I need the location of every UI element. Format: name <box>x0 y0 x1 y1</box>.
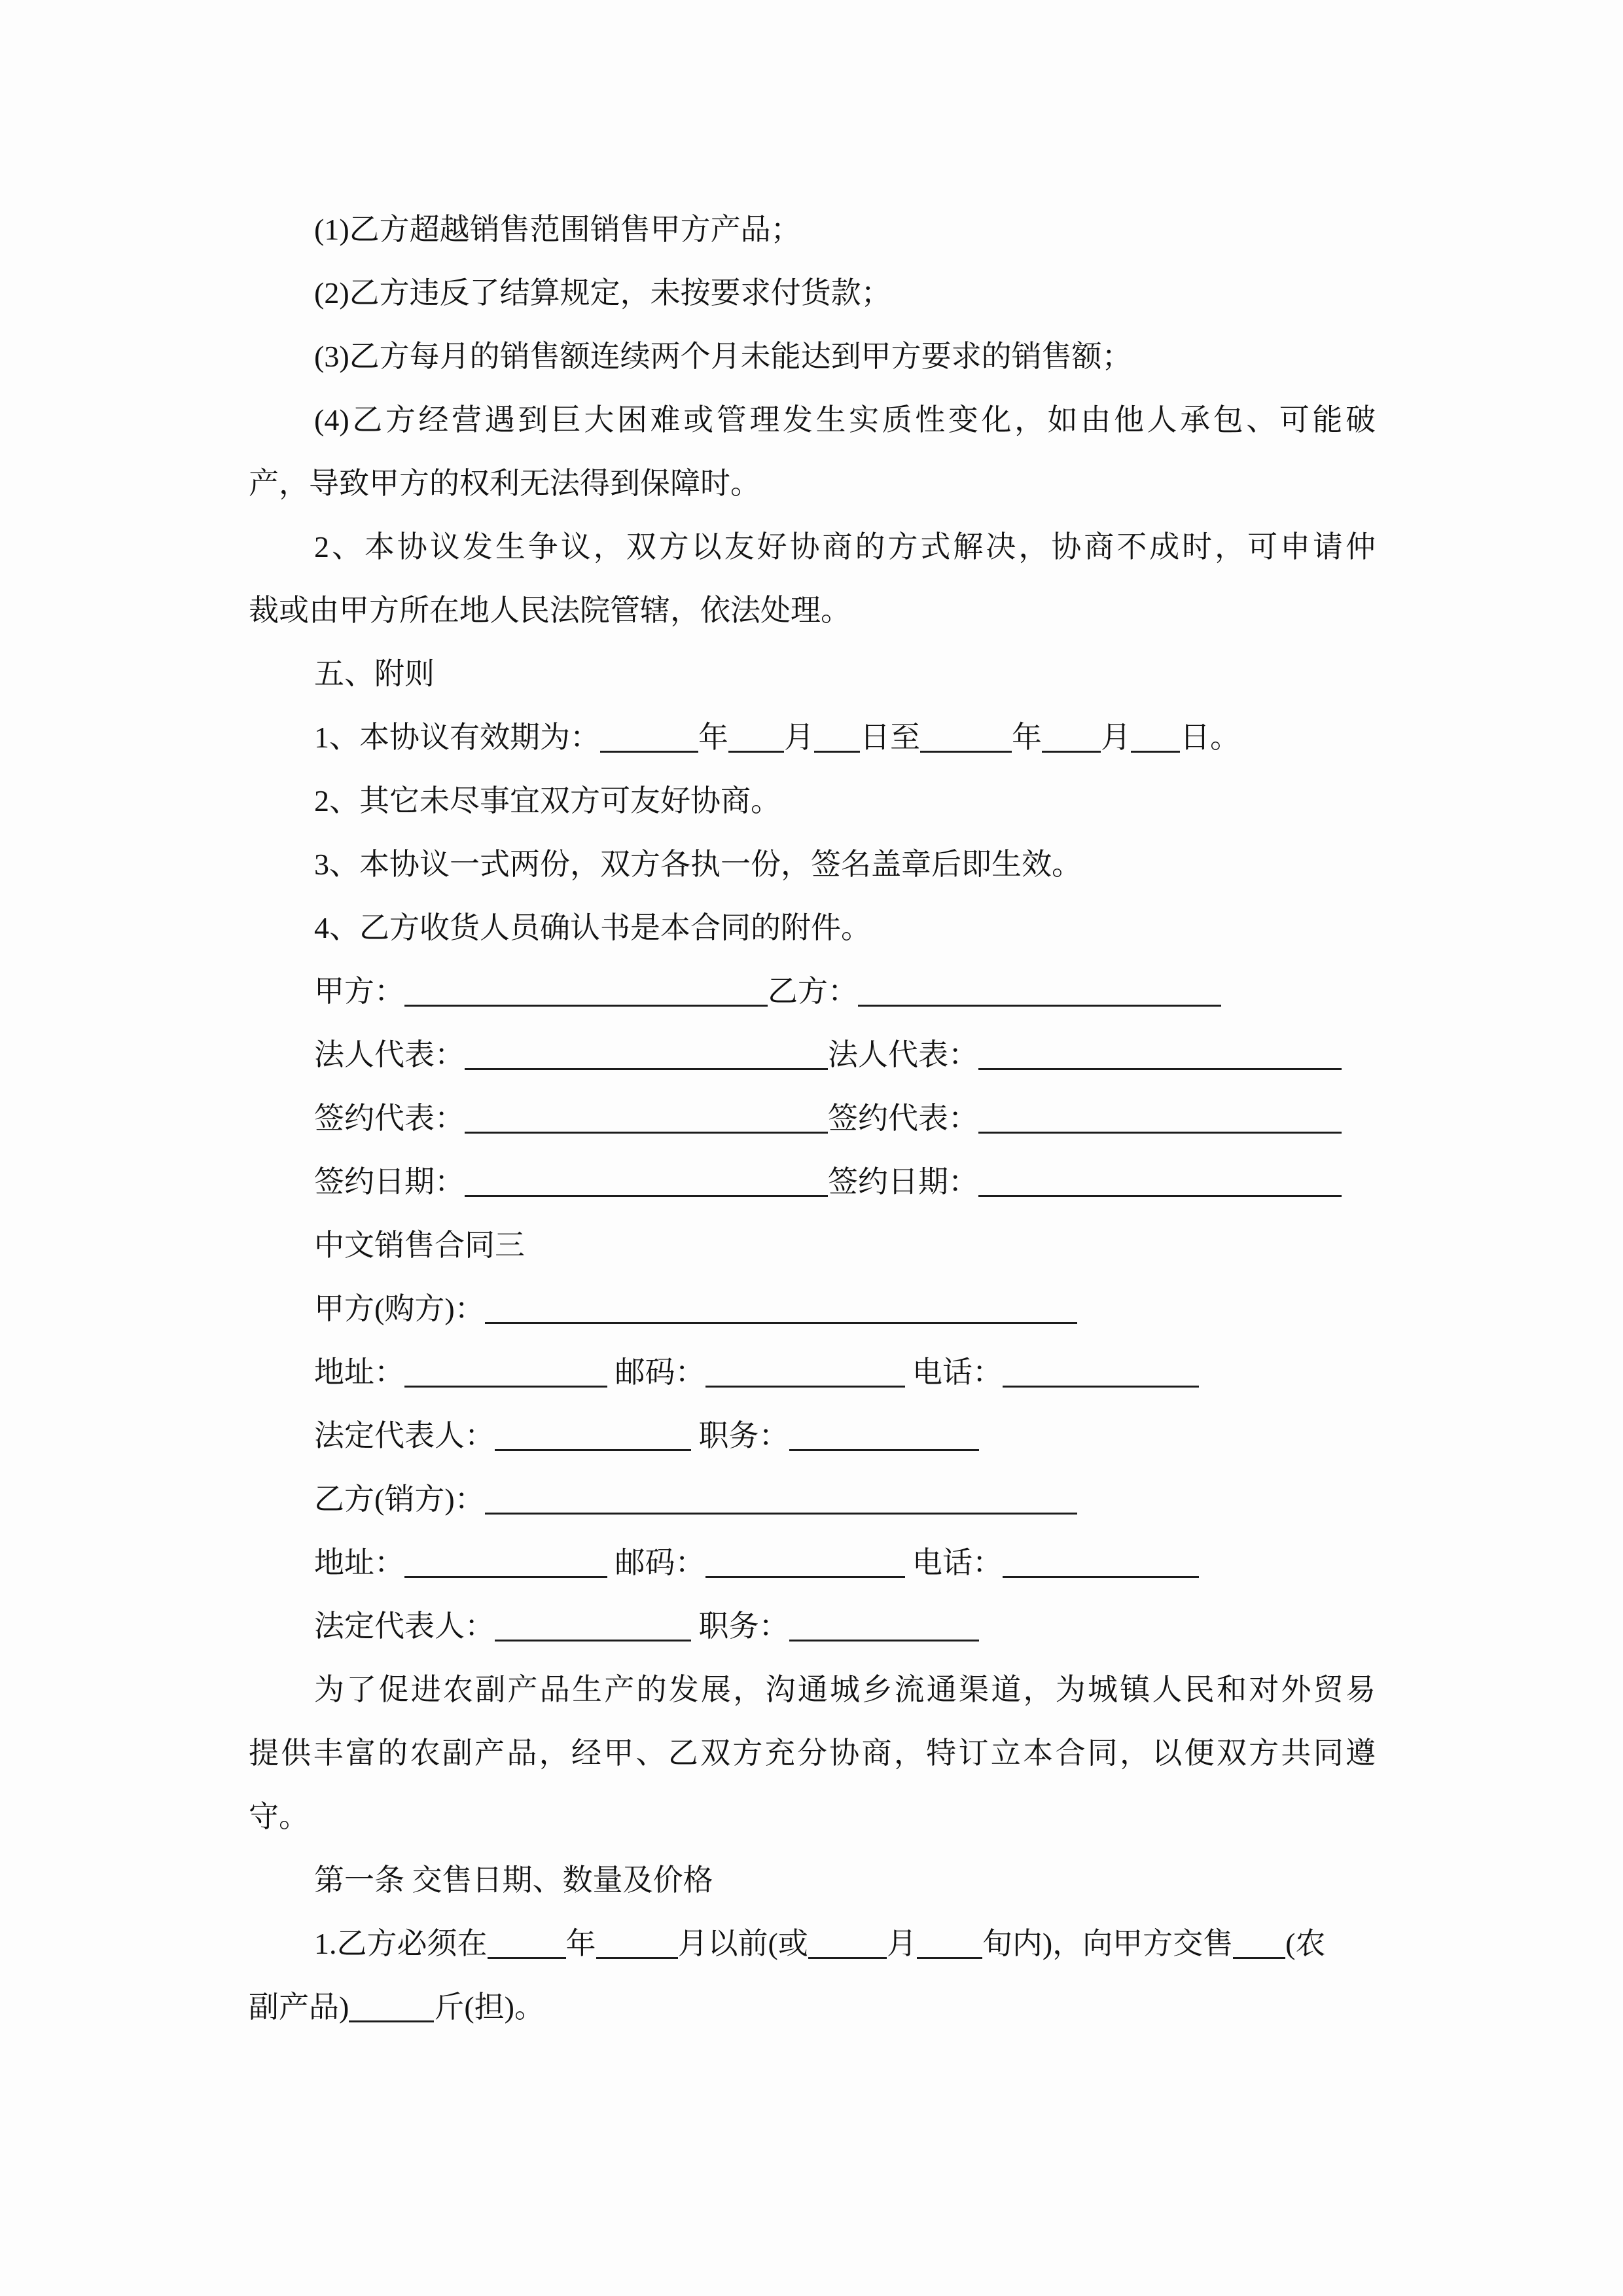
text-run: 第一条 交售日期、数量及价格 <box>314 1863 713 1897</box>
doc-line-14 <box>249 1023 1376 1086</box>
fill-in-blank <box>1131 725 1180 753</box>
text-run: 法定代表人： <box>314 1609 495 1643</box>
fill-in-blank <box>808 1931 887 1959</box>
text-run: 为了促进农副产品生产的发展，沟通城乡流通渠道，为城镇人民和对外贸易 <box>314 1673 1376 1706</box>
fill-in-blank <box>1003 1550 1199 1578</box>
text-run: 地址： <box>314 1546 404 1579</box>
doc-line-22 <box>249 1531 1376 1594</box>
fill-in-blank <box>404 978 768 1007</box>
fill-in-blank <box>1003 1359 1199 1388</box>
fill-in-blank <box>789 1613 979 1641</box>
text-run: 法人代表： <box>828 1038 978 1071</box>
text-run: 1、本协议有效期为： <box>314 721 600 754</box>
text-run: 斤(担)。 <box>434 1990 544 2024</box>
doc-line-26 <box>249 1785 1376 1848</box>
fill-in-blank <box>465 1169 828 1197</box>
text-run: 甲方(购方)： <box>314 1292 485 1325</box>
doc-line-28 <box>249 1912 1376 1975</box>
doc-line-3 <box>249 325 1376 388</box>
text-run: 法定代表人： <box>314 1419 495 1452</box>
text-run: 产，导致甲方的权利无法得到保障时。 <box>249 467 760 500</box>
fill-in-blank <box>728 725 784 753</box>
doc-line-16 <box>249 1150 1376 1213</box>
fill-in-blank <box>978 1169 1342 1197</box>
fill-in-blank <box>917 1931 982 1959</box>
fill-in-blank <box>495 1613 691 1641</box>
fill-in-blank <box>978 1105 1342 1134</box>
text-run: 甲方： <box>314 975 404 1008</box>
text-run: 职务： <box>691 1609 789 1643</box>
doc-line-19 <box>249 1340 1376 1404</box>
fill-in-blank <box>600 725 698 753</box>
text-run: 电话： <box>904 1546 1003 1579</box>
text-run: 旬内)，向甲方交售 <box>982 1927 1234 1960</box>
text-run: 签约日期： <box>314 1165 465 1198</box>
doc-line-1 <box>249 198 1376 261</box>
text-run: 法人代表： <box>314 1038 465 1071</box>
text-run: 2、其它未尽事宜双方可友好协商。 <box>314 784 781 817</box>
fill-in-blank <box>705 1359 905 1388</box>
doc-line-25 <box>249 1721 1376 1785</box>
fill-in-blank <box>705 1550 905 1578</box>
text-run: (农 <box>1285 1927 1326 1960</box>
fill-in-blank <box>404 1359 607 1388</box>
text-run: 月以前(或 <box>677 1927 808 1960</box>
doc-line-21 <box>249 1467 1376 1531</box>
doc-line-15 <box>249 1086 1376 1150</box>
text-run: 签约代表： <box>828 1102 978 1135</box>
doc-line-7 <box>249 579 1376 642</box>
text-run: 守。 <box>249 1800 309 1833</box>
doc-line-2 <box>249 261 1376 325</box>
text-run: 地址： <box>314 1355 404 1389</box>
text-run: 年 <box>698 721 728 754</box>
doc-line-13 <box>249 960 1376 1023</box>
text-run: 2、本协议发生争议，双方以友好协商的方式解决，协商不成时，可申请仲 <box>314 530 1376 564</box>
doc-line-17 <box>249 1213 1376 1277</box>
fill-in-blank <box>495 1423 691 1451</box>
text-run: 月 <box>1101 721 1131 754</box>
text-run: 提供丰富的农副产品，经甲、乙双方充分协商，特订立本合同，以便双方共同遵 <box>249 1736 1376 1770</box>
text-run: (1)乙方超越销售范围销售甲方产品； <box>314 213 801 246</box>
doc-line-9 <box>249 706 1376 769</box>
fill-in-blank <box>485 1296 1077 1324</box>
doc-line-24 <box>249 1658 1376 1721</box>
text-run: 日。 <box>1180 721 1240 754</box>
fill-in-blank <box>485 1486 1077 1515</box>
doc-line-23 <box>249 1594 1376 1658</box>
fill-in-blank <box>814 725 860 753</box>
fill-in-blank <box>1042 725 1101 753</box>
fill-in-blank <box>596 1931 678 1959</box>
fill-in-blank <box>978 1042 1342 1070</box>
text-run: 邮码： <box>607 1355 705 1389</box>
text-run: 年 <box>565 1927 596 1960</box>
text-run: 乙方： <box>768 975 858 1008</box>
fill-in-blank <box>920 725 1012 753</box>
doc-line-8 <box>249 642 1376 706</box>
text-run: 五、附则 <box>314 657 435 691</box>
doc-line-6 <box>249 515 1376 579</box>
text-run: 年 <box>1012 721 1042 754</box>
doc-line-12 <box>249 896 1376 960</box>
text-run: 中文销售合同三 <box>314 1229 525 1262</box>
text-run: (2)乙方违反了结算规定，未按要求付货款； <box>314 276 891 310</box>
doc-line-10 <box>249 769 1376 833</box>
doc-line-20 <box>249 1404 1376 1467</box>
text-run: 3、本协议一式两份，双方各执一份，签名盖章后即生效。 <box>314 848 1082 881</box>
text-run: 副产品) <box>249 1990 349 2024</box>
fill-in-blank <box>789 1423 979 1451</box>
text-run: 裁或由甲方所在地人民法院管辖，依法处理。 <box>249 594 851 627</box>
text-run: 4、乙方收货人员确认书是本合同的附件。 <box>314 911 871 944</box>
doc-line-18 <box>249 1277 1376 1340</box>
text-run: 月 <box>886 1927 917 1960</box>
doc-line-11 <box>249 833 1376 896</box>
text-run: (4)乙方经营遇到巨大困难或管理发生实质性变化，如由他人承包、可能破 <box>314 403 1376 437</box>
doc-line-29 <box>249 1975 1376 2039</box>
fill-in-blank <box>465 1042 828 1070</box>
text-run: 签约日期： <box>828 1165 978 1198</box>
text-run: 签约代表： <box>314 1102 465 1135</box>
contract-body <box>249 198 1376 2039</box>
fill-in-blank <box>858 978 1221 1007</box>
text-run: 日至 <box>860 721 920 754</box>
text-run: 邮码： <box>607 1546 705 1579</box>
doc-line-27 <box>249 1848 1376 1912</box>
text-run: 职务： <box>691 1419 789 1452</box>
doc-line-4 <box>249 388 1376 452</box>
text-run: 电话： <box>904 1355 1003 1389</box>
text-run: 月 <box>784 721 814 754</box>
fill-in-blank <box>1233 1931 1285 1959</box>
doc-line-5 <box>249 452 1376 515</box>
text-run: 1.乙方必须在 <box>314 1927 488 1960</box>
fill-in-blank <box>404 1550 607 1578</box>
text-run: (3)乙方每月的销售额连续两个月未能达到甲方要求的销售额； <box>314 340 1132 373</box>
fill-in-blank <box>465 1105 828 1134</box>
fill-in-blank <box>349 1994 434 2022</box>
fill-in-blank <box>488 1931 566 1959</box>
text-run: 乙方(销方)： <box>314 1482 485 1516</box>
